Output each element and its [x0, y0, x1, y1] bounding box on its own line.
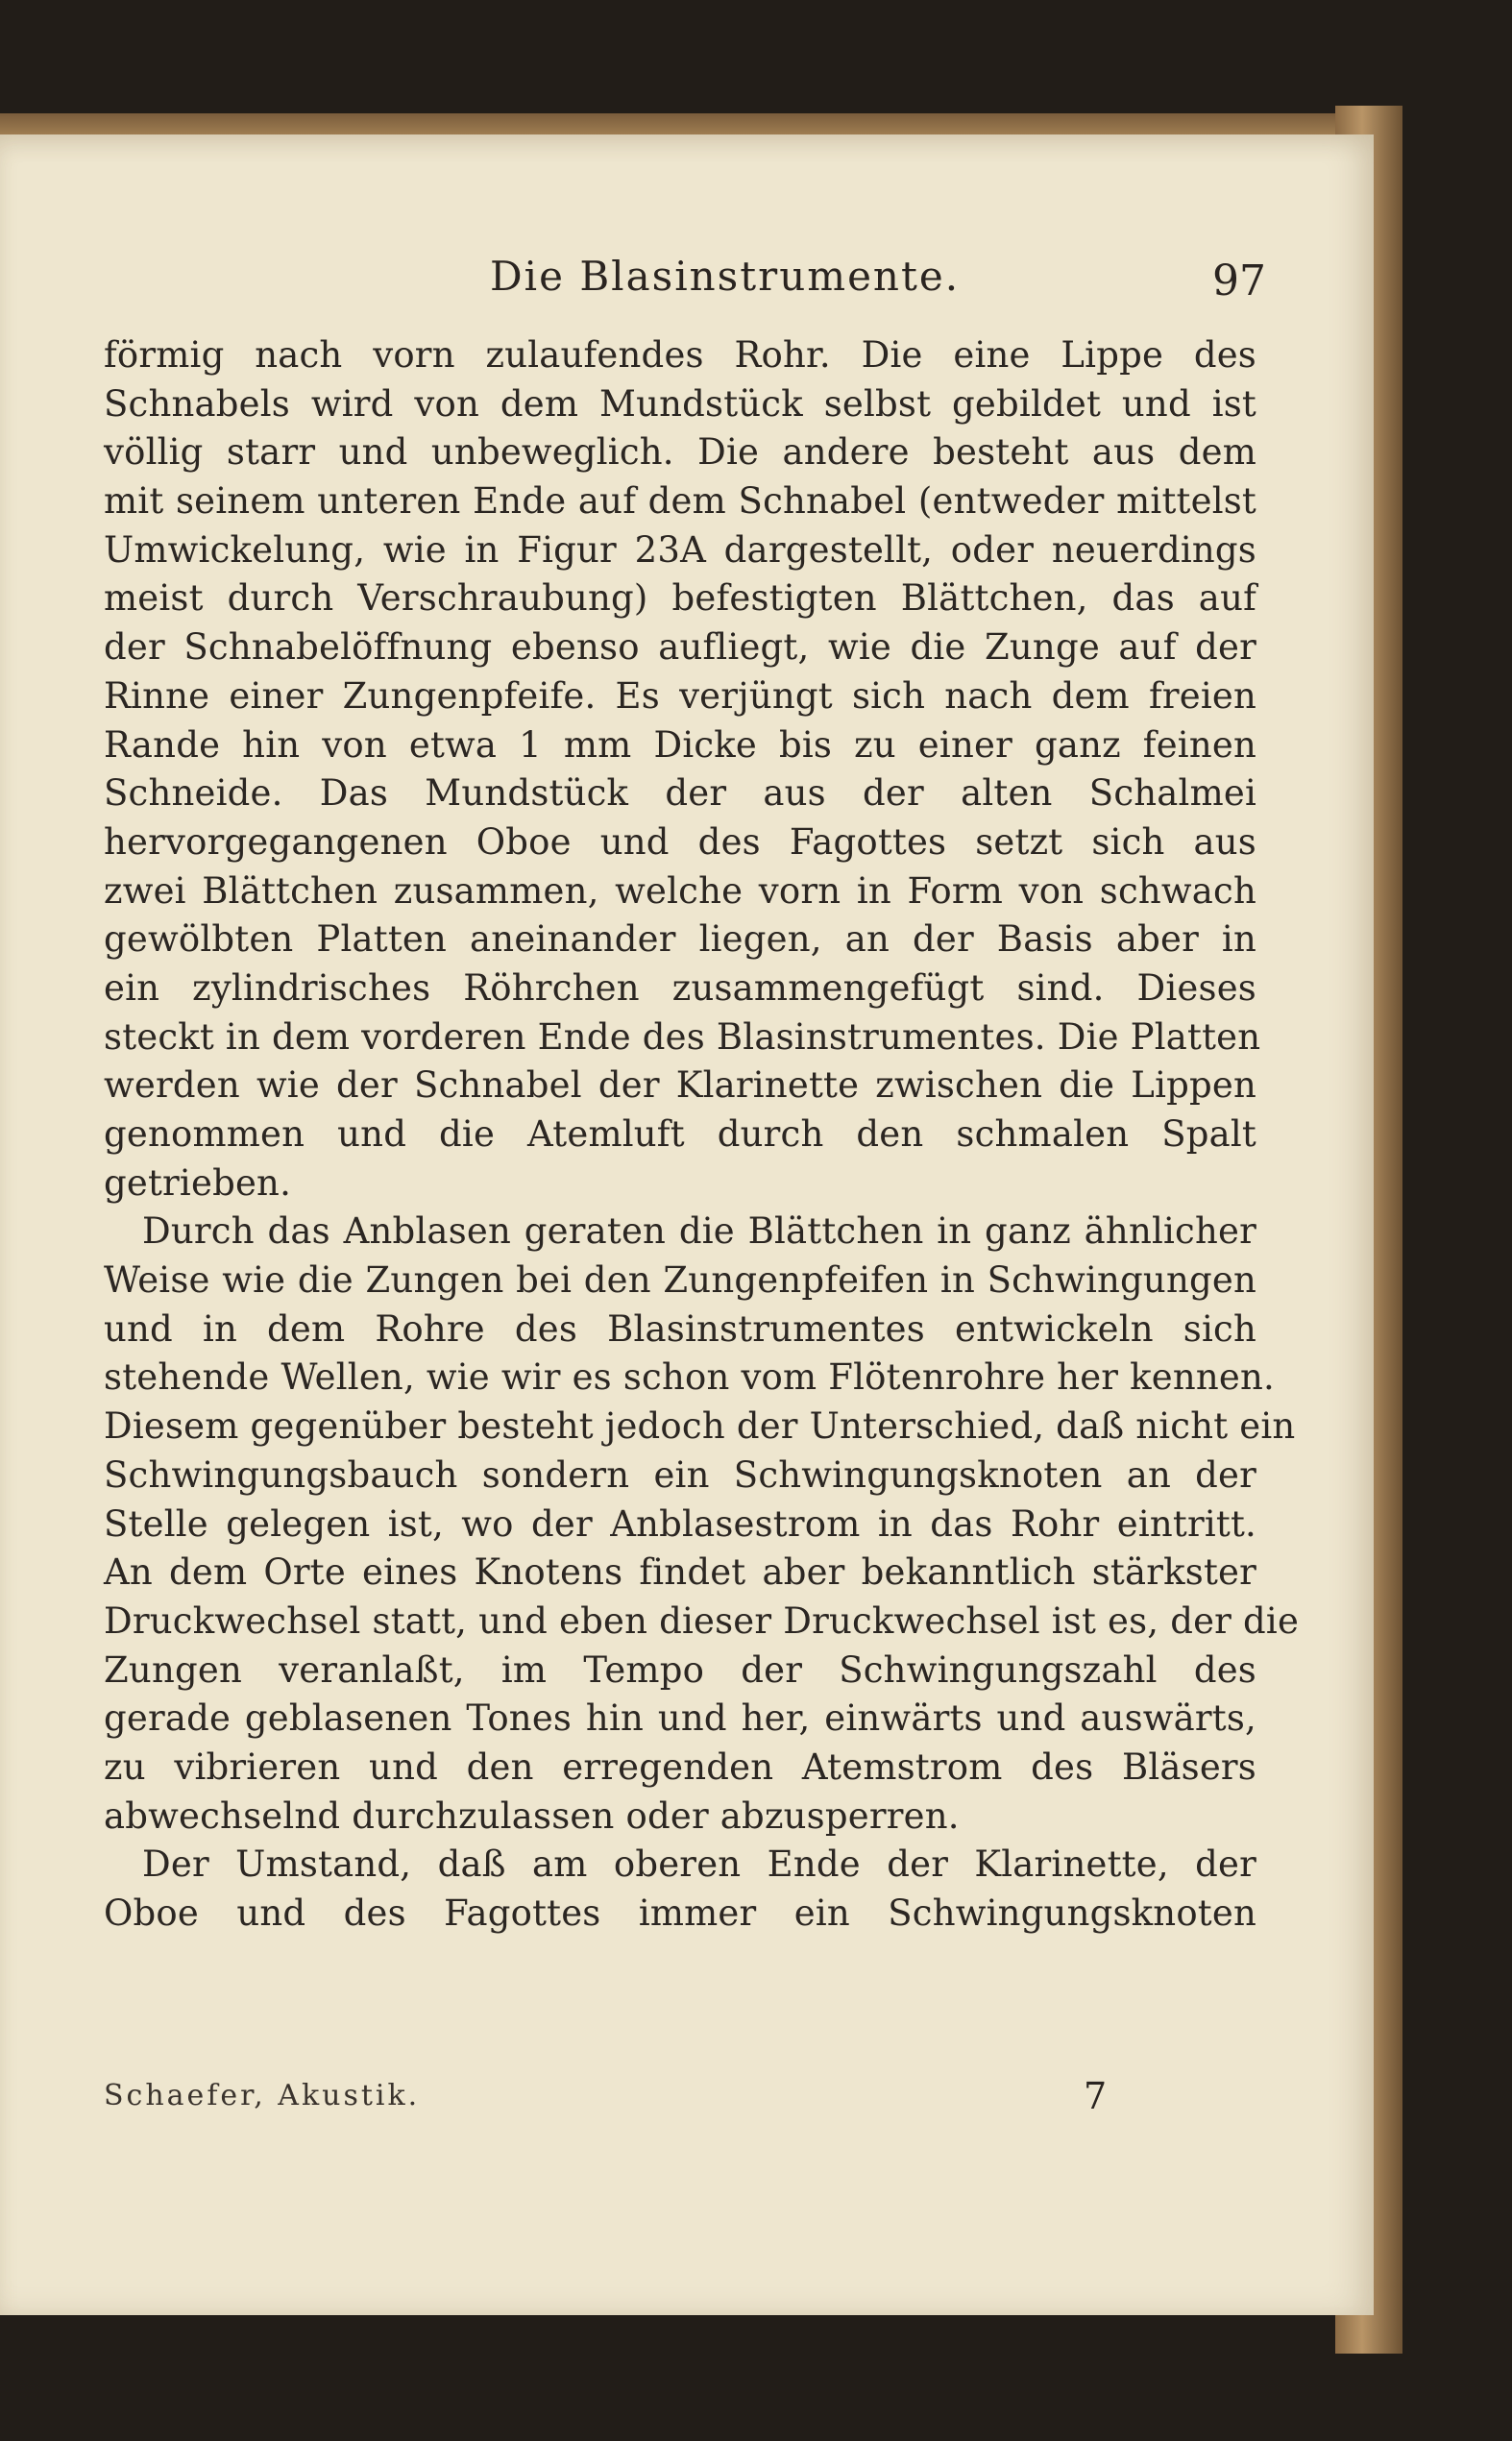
- text-line: Zungen veranlaßt, im Tempo der Schwingungszahl des: [104, 1648, 1256, 1691]
- text-line: meist durch Verschraubung) befestigten Blättchen, das auf: [104, 577, 1256, 620]
- text-line: mit seinem unteren Ende auf dem Schnabel (entweder mittelst: [104, 480, 1256, 523]
- text-line: steckt in dem vorderen Ende des Blasinstrumentes. Die Platten: [104, 1015, 1261, 1058]
- text-line: und in dem Rohre des Blasinstrumentes entwickeln sich: [104, 1307, 1256, 1350]
- text-line: hervorgegangenen Oboe und des Fagottes setzt sich aus: [104, 820, 1256, 863]
- running-head: [0, 235, 1374, 305]
- text-line: zwei Blättchen zusammen, welche vorn in Form von schwach: [104, 869, 1256, 912]
- text-line: gerade geblasenen Tones hin und her, einwärts und auswärts,: [104, 1697, 1256, 1740]
- text-line: gewölbten Platten aneinander liegen, an der Basis aber in: [104, 918, 1256, 961]
- text-line: Schneide. Das Mundstück der aus der alten Schalmei: [104, 772, 1256, 815]
- body-text: [104, 331, 1300, 1939]
- running-title: Die Blasinstrumente.: [490, 253, 961, 300]
- text-line: Rinne einer Zungenpfeife. Es verjüngt sich nach dem freien: [104, 674, 1256, 717]
- text-line: getrieben.: [104, 1161, 292, 1204]
- text-line: An dem Orte eines Knotens findet aber bekanntlich stärkster: [104, 1551, 1256, 1594]
- text-line: Diesem gegenüber besteht jedoch der Unterschied, daß nicht ein: [104, 1405, 1296, 1448]
- text-line: zu vibrieren und den erregenden Atemstrom des Bläsers: [104, 1745, 1256, 1788]
- text-line: genommen und die Atemluft durch den schmalen Spalt: [104, 1113, 1256, 1155]
- text-line: Der Umstand, daß am oberen Ende der Klarinette, der: [142, 1843, 1256, 1886]
- text-line: Rande hin von etwa 1 mm Dicke bis zu einer ganz feinen: [104, 723, 1256, 766]
- page-number: 97: [1212, 256, 1266, 305]
- sheet-number: 7: [1084, 2075, 1108, 2117]
- text-line: Stelle gelegen ist, wo der Anblasestrom in das Rohr eintritt.: [104, 1502, 1256, 1545]
- page-footer: [104, 2075, 1122, 2123]
- signature-line: Schaefer, Akustik.: [104, 2079, 421, 2112]
- text-line: förmig nach vorn zulaufendes Rohr. Die eine Lippe des: [104, 334, 1256, 376]
- text-line: Schnabels wird von dem Mundstück selbst gebildet und ist: [104, 382, 1256, 425]
- text-line: abwechselnd durchzulassen oder abzusperren.: [104, 1794, 960, 1837]
- text-line: werden wie der Schnabel der Klarinette zwischen die Lippen: [104, 1064, 1256, 1107]
- text-line: Durch das Anblasen geraten die Blättchen in ganz ähnlicher: [142, 1210, 1256, 1253]
- text-line: Druckwechsel statt, und eben dieser Druckwechsel ist es, der die: [104, 1599, 1300, 1642]
- text-line: Schwingungsbauch sondern ein Schwingungsknoten an der: [104, 1453, 1256, 1496]
- text-line: ein zylindrisches Röhrchen zusammengefügt sind. Dieses: [104, 966, 1256, 1009]
- text-line: stehende Wellen, wie wir es schon vom Flötenrohre her kennen.: [104, 1356, 1276, 1399]
- text-line: Umwickelung, wie in Figur 23A dargestellt, oder neuerdings: [104, 528, 1256, 571]
- text-line: der Schnabelöffnung ebenso aufliegt, wie die Zunge auf der: [104, 626, 1256, 669]
- text-line: Weise wie die Zungen bei den Zungenpfeifen in Schwingungen: [104, 1259, 1256, 1302]
- text-line: völlig starr und unbeweglich. Die andere besteht aus dem: [104, 431, 1256, 474]
- text-line: Oboe und des Fagottes immer ein Schwingungsknoten: [104, 1892, 1256, 1934]
